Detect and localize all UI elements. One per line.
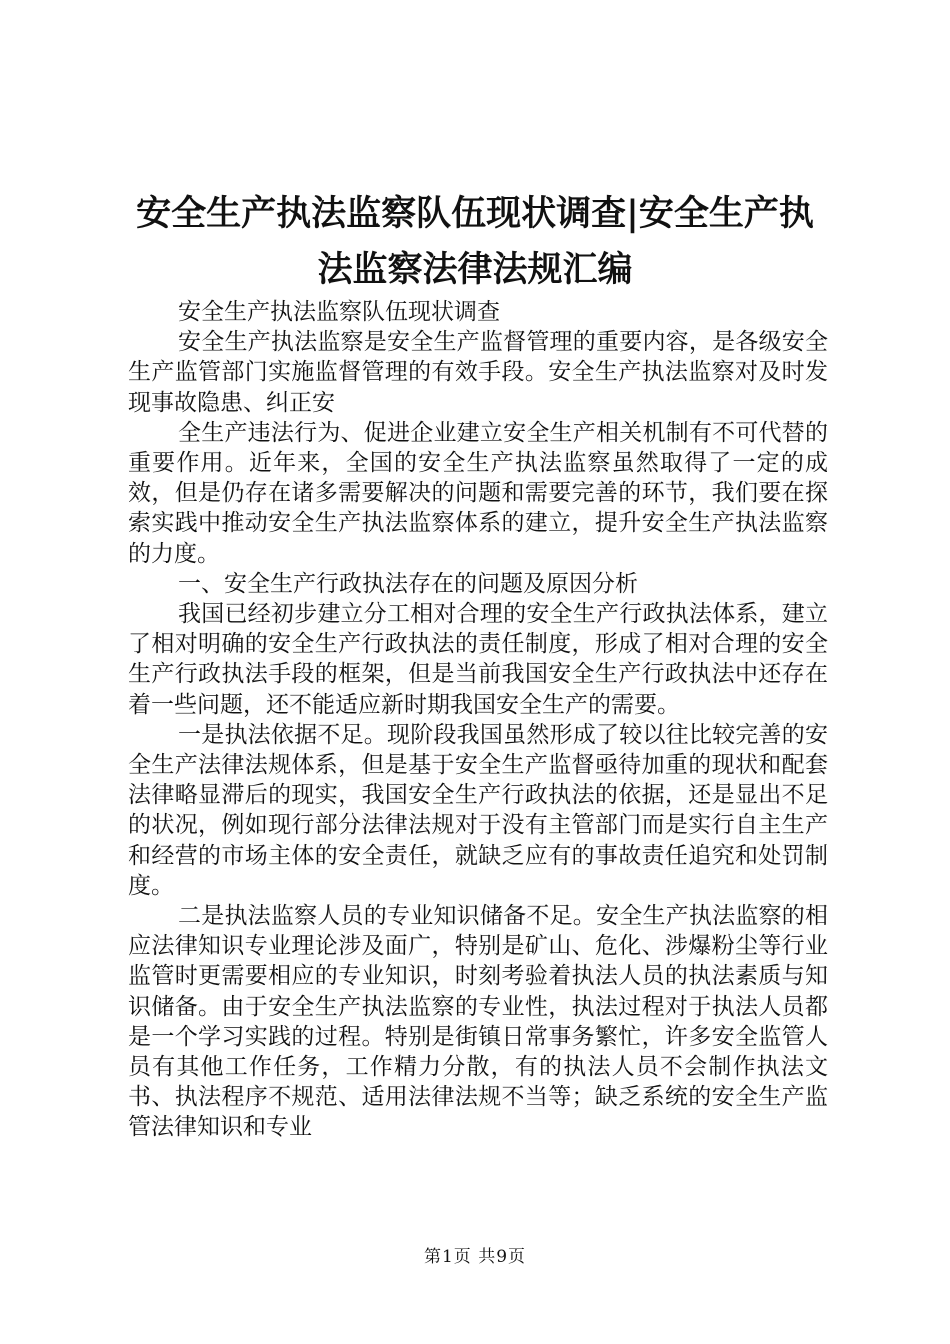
title-line-2: 法监察法律法规汇编 [317, 249, 633, 290]
paragraph: 一是执法依据不足。现阶段我国虽然形成了较以往比较完善的安全生产法律法规体系，但是基于安全生产监督亟待加重的现状和配套法律略显滞后的现实，我国安全生产行政执法的依据，还是显出不足的状况，例如现行部分法律法规对于没有主管部门而是实行自主生产和经营的市场主体的安全责任，就缺乏应有的事故责任追究和处罚制度。 [128, 721, 828, 899]
section-subtitle: 安全生产执法监察队伍现状调查 [178, 299, 500, 325]
paragraph: 二是执法监察人员的专业知识储备不足。安全生产执法监察的相应法律知识专业理论涉及面广，特别是矿山、危化、涉爆粉尘等行业监管时更需要相应的专业知识，时刻考验着执法人员的执法素质与知识储备。由于安全生产执法监察的专业性，执法过程对于执法人员都是一个学习实践的过程。特别是街镇日常事务繁忙，许多安全监管人员有其他工作任务，工作精力分散，有的执法人员不会制作执法文书、执法程序不规范、适用法律法规不当等；缺乏系统的安全生产监管法律知识和专业 [128, 903, 828, 1141]
paragraph: 安全生产执法监察是安全生产监督管理的重要内容，是各级安全生产监管部门实施监督管理的有效手段。安全生产执法监察对及时发现事故隐患、纠正安 [128, 329, 828, 416]
paragraph: 我国已经初步建立分工相对合理的安全生产行政执法体系，建立了相对明确的安全生产行政执法的责任制度，形成了相对合理的安全生产行政执法手段的框架，但是当前我国安全生产行政执法中还存在着一些问题，还不能适应新时期我国安全生产的需要。 [128, 601, 828, 718]
document-title [120, 186, 830, 298]
page-number-footer: 第1页 共9页 [423, 1247, 527, 1267]
title-line-1: 安全生产执法监察队伍现状调查|安全生产执 [136, 193, 814, 234]
document-body [128, 297, 828, 1143]
paragraph: 全生产违法行为、促进企业建立安全生产相关机制有不可代替的重要作用。近年来，全国的安全生产执法监察虽然取得了一定的成效，但是仍存在诸多需要解决的问题和需要完善的环节，我们要在探索实践中推动安全生产执法监察体系的建立，提升安全生产执法监察的力度。 [128, 419, 828, 567]
section-heading: 一、安全生产行政执法存在的问题及原因分析 [178, 570, 638, 597]
